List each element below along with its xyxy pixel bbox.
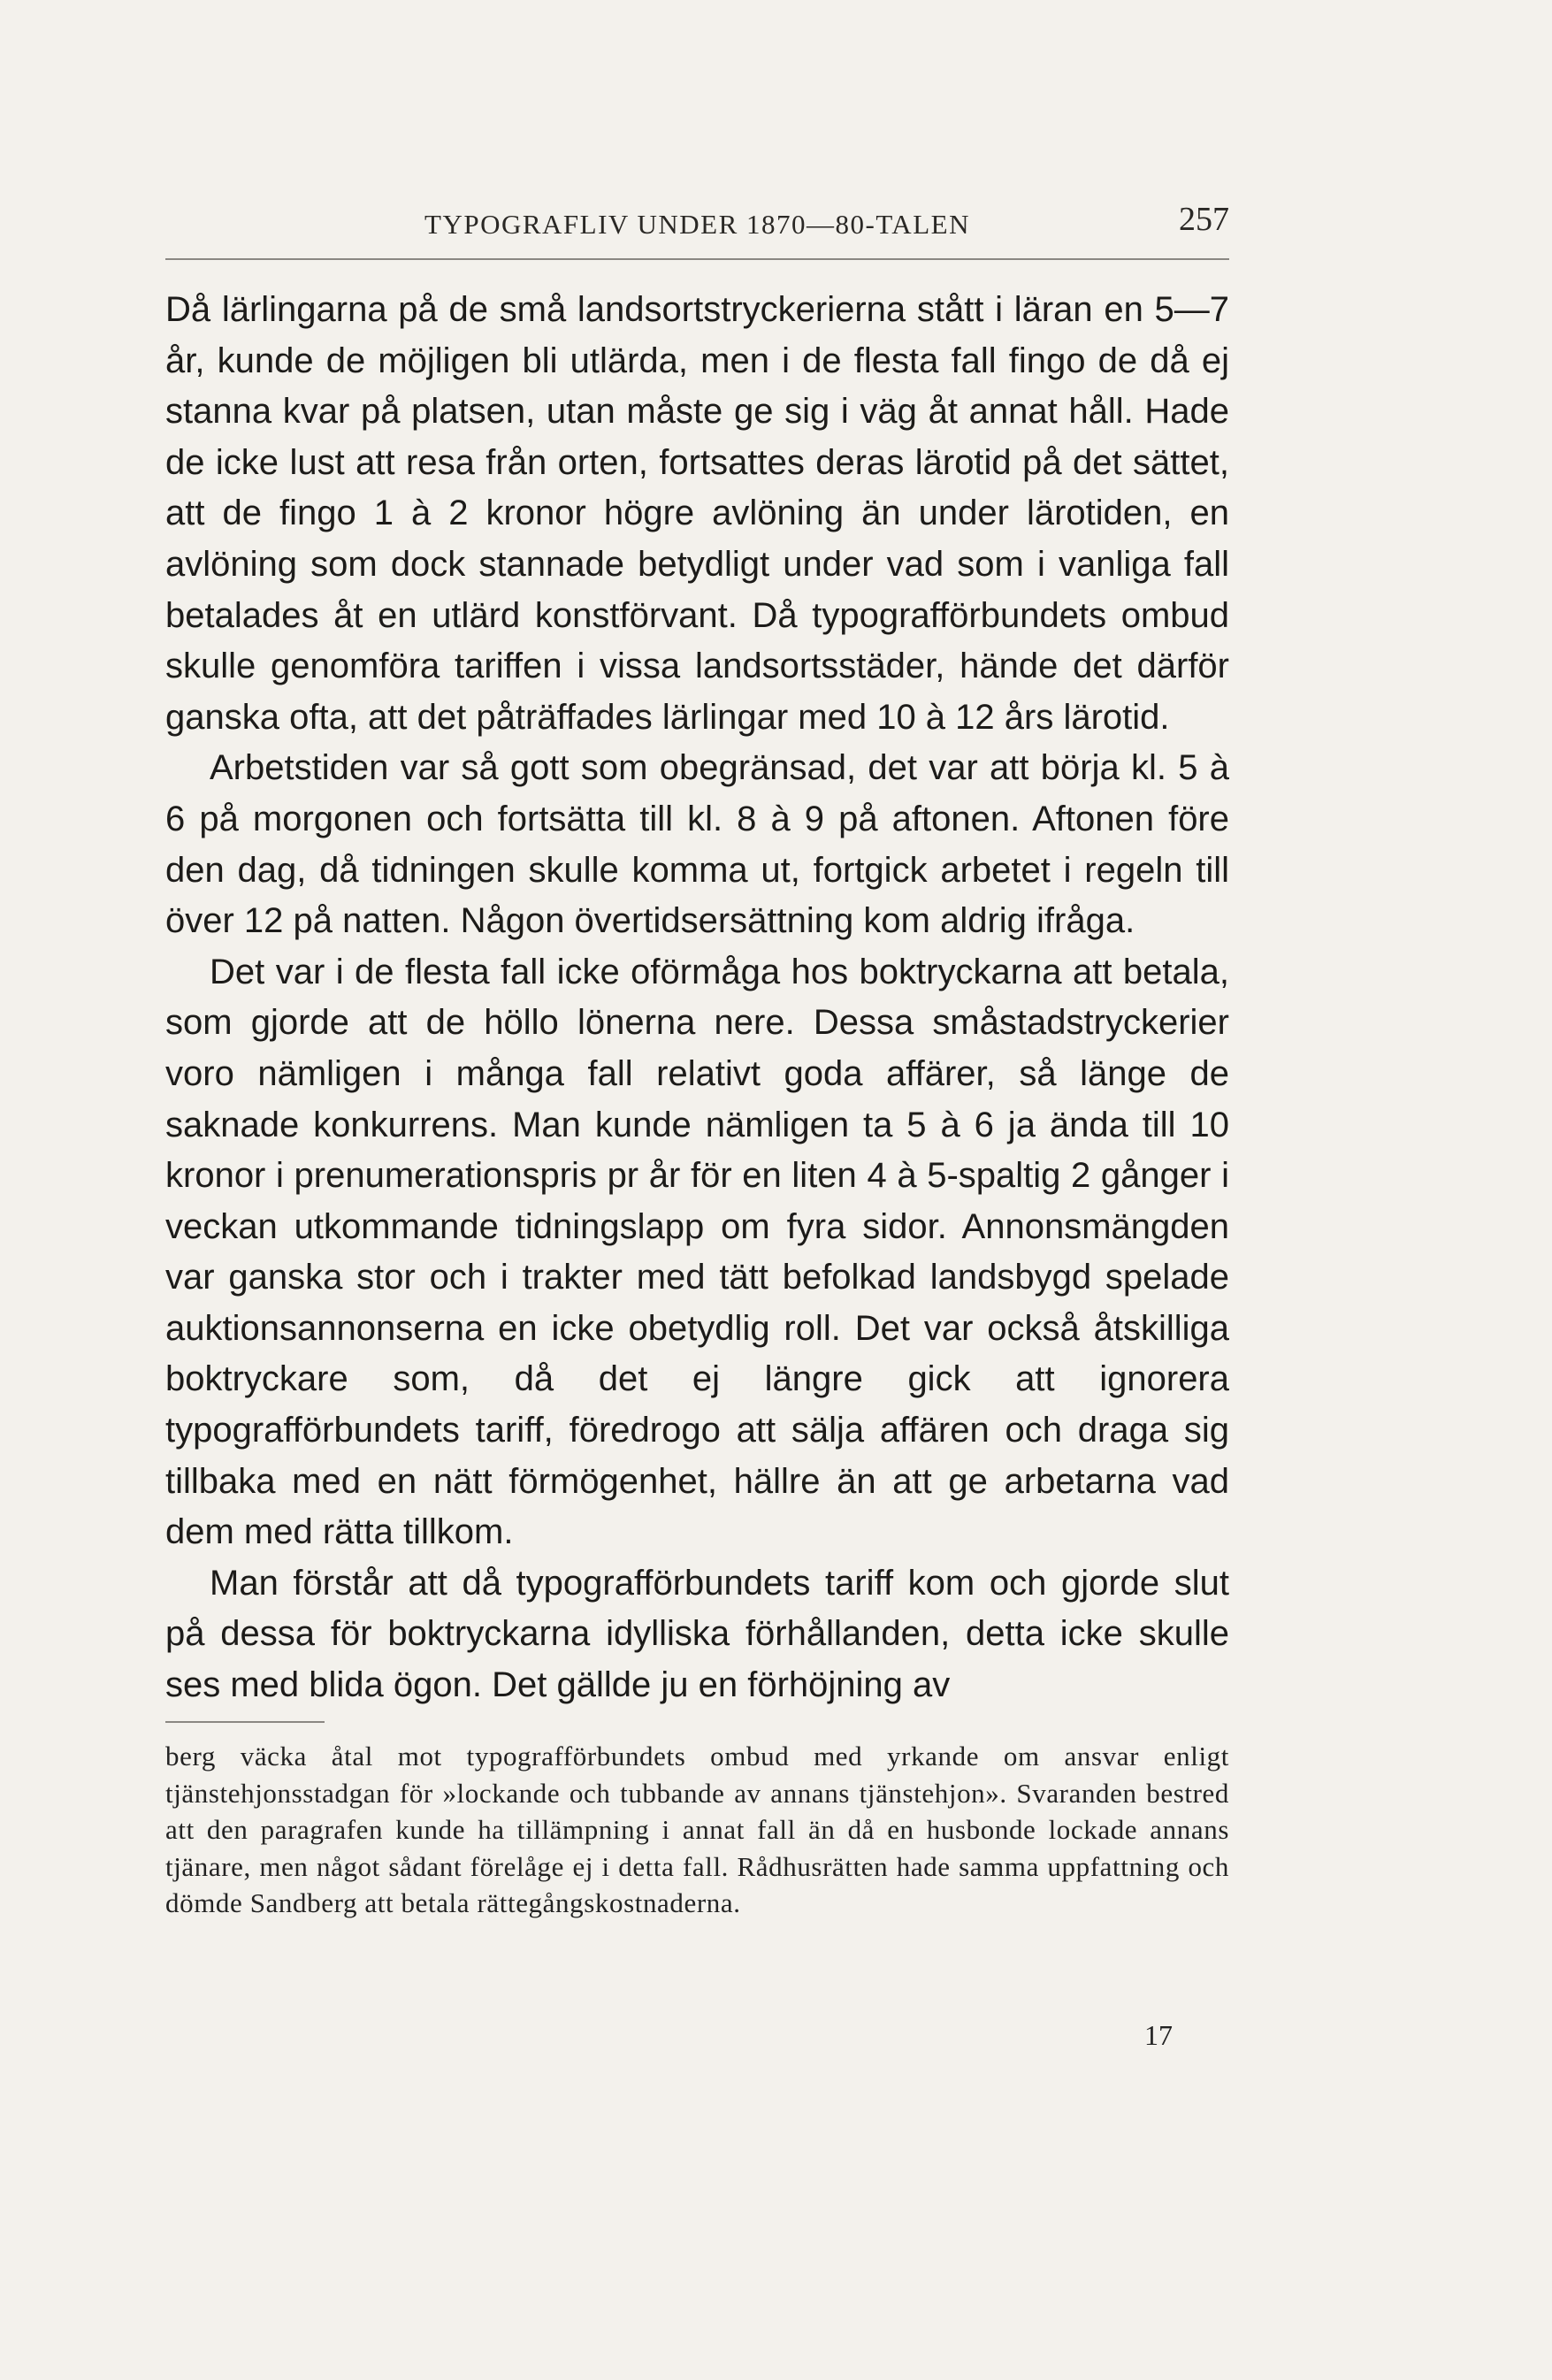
running-header [165,196,1229,249]
paragraph-4: Man förstår att då typografförbundets tariff kom och gjorde slut på dessa för boktryckarna idylliska förhållanden, detta icke skulle ses med blida ögon. Det gällde ju en förhöjning av [165,1563,1229,1705]
paragraph-1: Då lärlingarna på de små landsortstryckerierna stått i läran en 5—7 år, kunde de möjligen bli utlärda, men i de flesta fall fingo de då ej stanna kvar på platsen, utan måste ge sig i väg åt annat håll. Hade de icke lust att resa från orten, fortsattes deras lärotid på det sättet, att de fingo 1 à 2 kronor högre avlöning än under lärotiden, en avlöning som dock stannade betydligt under vad som i vanliga fall betalades åt en utlärd konstförvant. Då typografförbundets ombud skulle genomföra tariffen i vissa landsortsstäder, hände det därför ganska ofta, att det påträffades lärlingar med 10 à 12 års lärotid. [165,290,1229,737]
footnote-rule [165,1721,325,1723]
running-title: TYPOGRAFLIV UNDER 1870—80-TALEN [424,209,970,240]
page-number: 257 [1179,201,1229,238]
signature-mark: 17 [1144,2019,1173,2051]
paragraph-2: Arbetstiden var så gott som obegränsad, det var att börja kl. 5 à 6 på morgonen och fortsätta till kl. 8 à 9 på aftonen. Aftonen före den dag, då tidningen skulle komma ut, fortgick arbetet i regeln till över 12 på natten. Någon övertidsersättning kom aldrig ifråga. [165,748,1229,941]
header-rule [165,258,1229,260]
footnote: berg väcka åtal mot typografförbundets ombud med yrkande om ansvar enligt tjänstehjonsstadgan för »lockande och tubbande av annans tjänstehjon». Svaranden bestred att den paragrafen kunde ha tillämpning i annat fall än då en husbonde lockade annans tjänare, men något sådant förelåge ej i detta fall. Rådhusrätten hade samma uppfattning och dömde Sandberg att betala rättegångskostnaderna. [165,1741,1229,1918]
body-text [165,285,1229,1711]
paragraph-3: Det var i de flesta fall icke oförmåga hos boktryckarna att betala, som gjorde att de höllo lönerna nere. Dessa småstadstryckerier voro nämligen i många fall relativt goda affärer, så länge de saknade konkurrens. Man kunde nämligen ta 5 à 6 ja ända till 10 kronor i prenumerationspris pr år för en liten 4 à 5-spaltig 2 gånger i veckan utkommande tidningslapp om fyra sidor. Annonsmängden var ganska stor och i trakter med tätt befolkad landsbygd spelade auktionsannonserna en icke obetydlig roll. Det var också åtskilliga boktryckare som, då det ej längre gick att ignorera typografförbundets tariff, föredrogo att sälja affären och draga sig tillbaka med en nätt förmögenhet, hällre än att ge arbetarna vad dem med rätta tillkom. [165,952,1229,1552]
